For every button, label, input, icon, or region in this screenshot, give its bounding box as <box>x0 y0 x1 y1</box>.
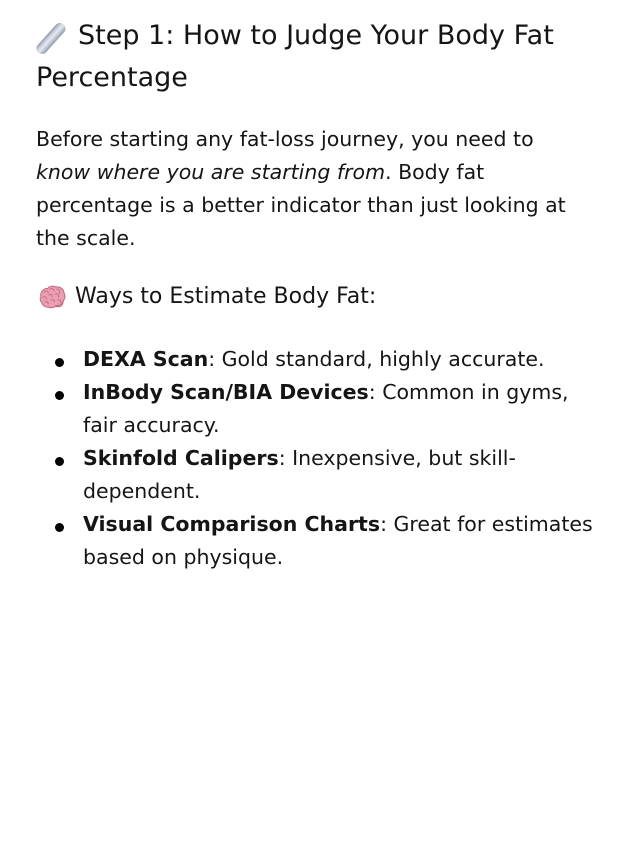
intro-text-1: Before starting any fat-loss journey, you need to <box>36 127 534 151</box>
method-description: : Common in gyms, fair accuracy. <box>83 380 569 437</box>
method-name: InBody Scan/BIA Devices <box>83 380 369 404</box>
list-item <box>36 442 600 508</box>
section-subtitle-text: Ways to Estimate Body Fat: <box>75 284 377 309</box>
list-item <box>36 376 600 442</box>
list-item <box>36 343 600 376</box>
method-name: Skinfold Calipers <box>83 446 279 470</box>
list-item <box>36 508 600 574</box>
method-description: : Great for estimates based on physique. <box>83 512 593 569</box>
intro-text-2: . Body fat percentage is a better indicator than just looking at the scale. <box>36 160 566 250</box>
page-title-text: Step 1: How to Judge Your Body Fat Percentage <box>36 20 554 93</box>
method-description: : Inexpensive, but skill-dependent. <box>83 446 516 503</box>
brain-icon <box>36 284 67 311</box>
method-name: Visual Comparison Charts <box>83 512 381 536</box>
method-name: DEXA Scan <box>83 347 209 371</box>
pencil-icon <box>34 21 68 57</box>
intro-paragraph <box>36 123 581 255</box>
section-subtitle <box>36 279 604 315</box>
method-description: : Gold standard, highly accurate. <box>208 347 545 371</box>
intro-italic: know where you are starting from <box>36 160 386 184</box>
methods-list <box>36 343 600 574</box>
page-title <box>36 15 581 99</box>
